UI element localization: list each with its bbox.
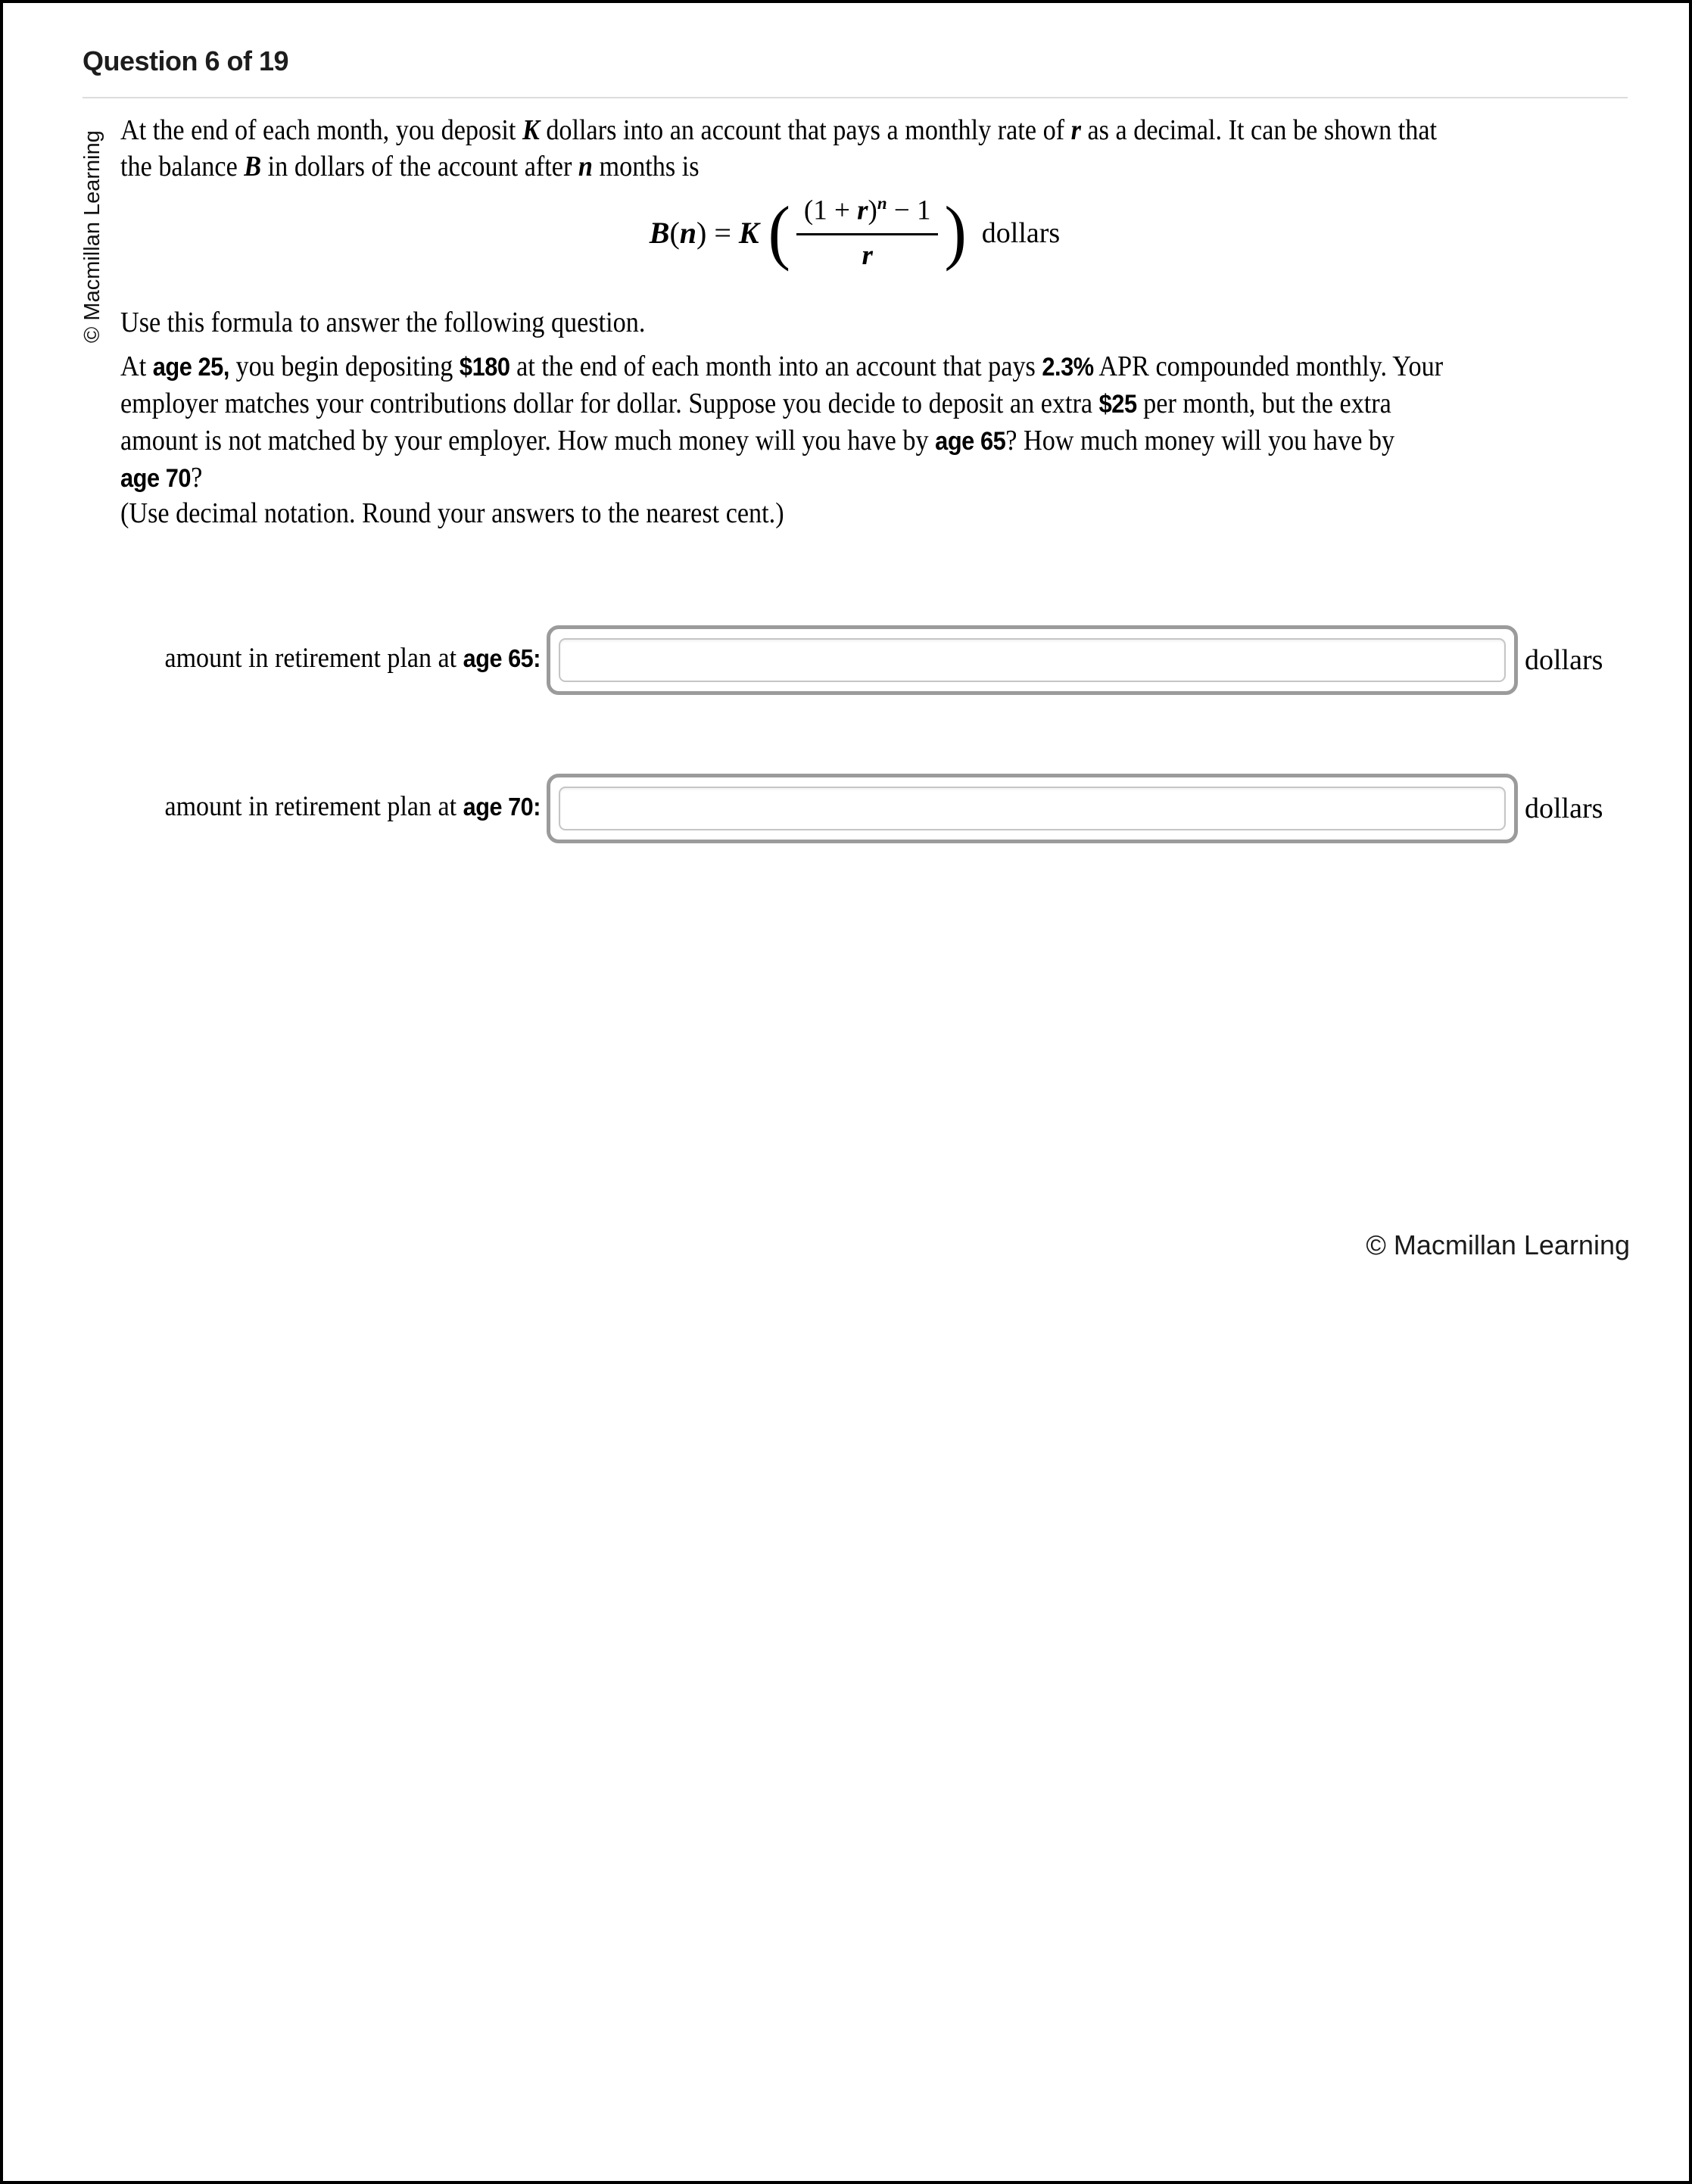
fraction-numerator: $(1 + r)^n - 1$ bbox=[803, 194, 931, 226]
answer-input-wrapper-age-65 bbox=[547, 625, 1518, 695]
formula-lhs: B(n) = K bbox=[649, 216, 759, 251]
instruction-line: Use this formula to answer the following question. bbox=[120, 307, 646, 338]
balance-formula bbox=[120, 194, 1589, 272]
answer-input-age-65[interactable] bbox=[559, 638, 1506, 682]
right-copyright: © Macmillan Learning bbox=[1366, 1229, 1630, 1260]
fraction-denominator: r bbox=[796, 233, 939, 273]
answer-unit-age-70: dollars bbox=[1525, 793, 1603, 824]
intro-line: At the end of each month, you deposit K dollars into an account that pays a monthly rate of r as a decimal. It can be shown that bbox=[120, 114, 1438, 146]
question-paragraph bbox=[120, 348, 1590, 497]
answer-unit-age-65: dollars bbox=[1525, 644, 1603, 676]
question-line: At age 25, you begin depositing $180 at the end of each month into an account that pays 2.3% APR compounded monthly. Your bbox=[120, 350, 1444, 382]
left-copyright: © Macmillan Learning bbox=[80, 130, 104, 343]
answer-input-age-70[interactable] bbox=[559, 787, 1506, 830]
formula-close-paren: ) bbox=[944, 192, 967, 273]
answer-label-age-70: amount in retirement plan at age 70: bbox=[164, 791, 541, 822]
question-line: age 70? bbox=[120, 462, 203, 494]
question-line: employer matches your contributions dollar for dollar. Suppose you decide to deposit an extra $25 per month, but the extra bbox=[120, 388, 1391, 419]
formula-unit: dollars bbox=[981, 217, 1061, 249]
answer-input-wrapper-age-70 bbox=[547, 774, 1518, 843]
page-title: Question 6 of 19 bbox=[83, 45, 289, 76]
answer-label-age-65: amount in retirement plan at age 65: bbox=[164, 643, 541, 674]
intro-paragraph bbox=[120, 112, 1583, 185]
formula-fraction bbox=[796, 194, 939, 272]
intro-line: the balance B in dollars of the account after n months is bbox=[120, 151, 700, 182]
question-line: amount is not matched by your employer. How much money will you have by age 65? How much money will you have by bbox=[120, 425, 1395, 456]
note-line: (Use decimal notation. Round your answers to the nearest cent.) bbox=[120, 497, 784, 529]
formula-open-paren: ( bbox=[768, 192, 790, 273]
header-divider bbox=[83, 97, 1628, 98]
